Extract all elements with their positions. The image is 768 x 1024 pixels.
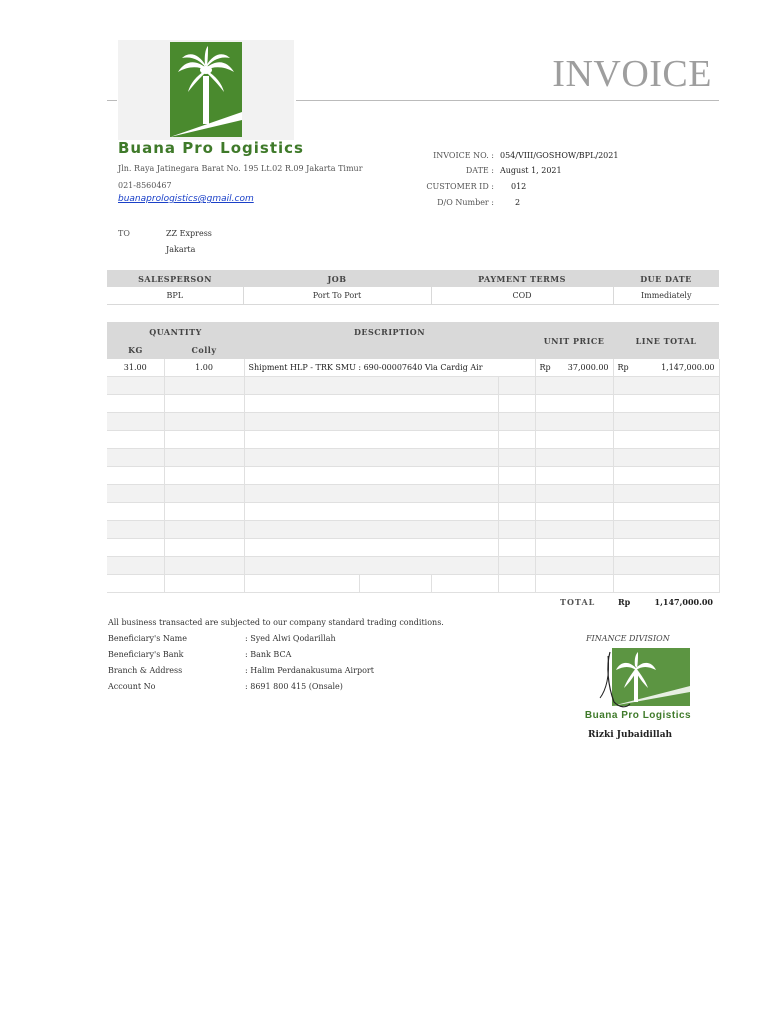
do-number-value: 2 <box>515 198 521 207</box>
table-row <box>107 503 719 521</box>
customer-id-value: 012 <box>511 182 527 191</box>
items-table <box>107 322 720 593</box>
trading-conditions-note: All business transacted are subjected to our company standard trading conditions. <box>108 618 444 627</box>
item-unit-price <box>535 359 613 377</box>
table-row <box>107 359 719 377</box>
branch-address-label: Branch & Address <box>108 666 183 675</box>
beneficiary-bank-value: : Bank BCA <box>245 650 292 659</box>
do-number-label: D/O Number : <box>437 198 494 207</box>
stamp-company-name: Buana Pro Logistics <box>584 710 692 721</box>
due-date-value: Immediately <box>613 287 719 305</box>
header-rule-right <box>296 100 719 101</box>
total-currency: Rp <box>617 363 629 372</box>
job-header: JOB <box>243 270 431 287</box>
beneficiary-bank-label: Beneficiary's Bank <box>108 650 184 659</box>
total-label: TOTAL <box>560 597 596 607</box>
total-currency-label: Rp <box>618 597 631 607</box>
account-no-label: Account No <box>108 682 156 691</box>
invoice-title: INVOICE <box>552 53 712 95</box>
account-no-value: : 8691 800 415 (Onsale) <box>245 682 343 691</box>
table-row <box>107 467 719 485</box>
unit-price-amount: 37,000.00 <box>567 363 609 372</box>
recipient-name: ZZ Express <box>166 229 212 238</box>
item-colly: 1.00 <box>164 359 244 377</box>
table-row <box>107 377 719 395</box>
item-description: Shipment HLP - TRK SMU : 690-00007640 Via Cardig Air <box>244 359 535 377</box>
company-phone: 021-8560467 <box>118 181 172 190</box>
unit-price-header: UNIT PRICE <box>535 322 613 359</box>
finance-division-label: FINANCE DIVISION <box>586 634 670 643</box>
table-row <box>107 395 719 413</box>
colly-header: Colly <box>164 341 244 359</box>
recipient-city: Jakarta <box>166 245 196 254</box>
invoice-no-value: 054/VIII/GOSHOW/BPL/2021 <box>500 151 619 160</box>
signer-name: Rizki Jubaidillah <box>588 730 673 740</box>
company-stamp <box>580 646 696 726</box>
company-email-link[interactable]: buanaprologistics@gmail.com <box>118 194 254 204</box>
company-logo <box>118 40 294 140</box>
quantity-header: QUANTITY <box>107 322 244 341</box>
company-name: Buana Pro Logistics <box>118 139 304 157</box>
invoice-no-label: INVOICE NO. : <box>433 151 494 160</box>
table-row <box>107 413 719 431</box>
beneficiary-name-value: : Syed Alwi Qodarillah <box>245 634 336 643</box>
table-row <box>107 431 719 449</box>
line-total-amount: 1,147,000.00 <box>661 363 715 372</box>
unit-currency: Rp <box>539 363 551 372</box>
item-line-total <box>613 359 719 377</box>
date-label: DATE : <box>465 166 494 175</box>
table-row <box>107 557 719 575</box>
terms-table <box>107 270 719 305</box>
table-row <box>107 449 719 467</box>
description-subheader <box>244 341 535 359</box>
salesperson-value: BPL <box>107 287 243 305</box>
job-value: Port To Port <box>243 287 431 305</box>
beneficiary-name-label: Beneficiary's Name <box>108 634 187 643</box>
header-rule-left <box>107 100 117 101</box>
payment-terms-header: PAYMENT TERMS <box>431 270 613 287</box>
date-value: August 1, 2021 <box>500 166 562 175</box>
payment-terms-value: COD <box>431 287 613 305</box>
kg-header: KG <box>107 341 164 359</box>
table-row <box>107 539 719 557</box>
total-value: 1,147,000.00 <box>654 597 713 607</box>
to-label: TO <box>118 229 130 238</box>
table-row <box>107 575 719 593</box>
customer-id-label: CUSTOMER ID : <box>426 182 494 191</box>
salesperson-header: SALESPERSON <box>107 270 243 287</box>
company-address: Jln. Raya Jatinegara Barat No. 195 Lt.02 R.09 Jakarta Timur <box>118 164 363 173</box>
table-row <box>107 485 719 503</box>
line-total-header: LINE TOTAL <box>613 322 719 359</box>
due-date-header: DUE DATE <box>613 270 719 287</box>
table-row <box>107 521 719 539</box>
description-header: DESCRIPTION <box>244 322 535 341</box>
item-kg: 31.00 <box>107 359 164 377</box>
branch-address-value: : Halim Perdanakusuma Airport <box>245 666 374 675</box>
